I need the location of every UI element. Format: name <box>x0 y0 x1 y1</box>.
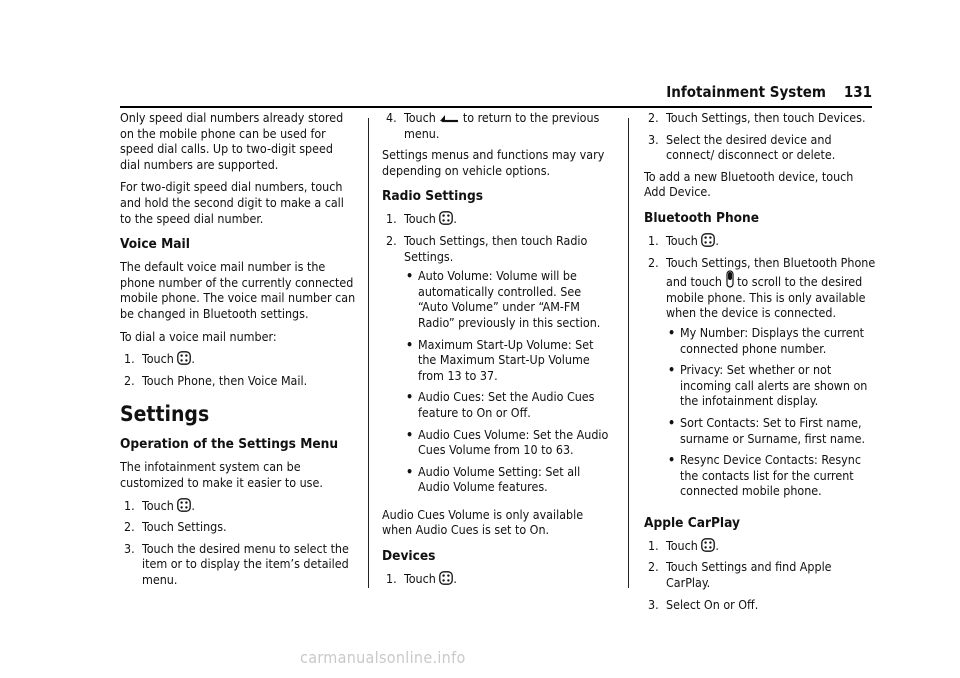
bluetooth-step-1 <box>648 233 876 249</box>
home-grid-icon <box>701 233 715 247</box>
home-grid-icon <box>439 571 453 585</box>
operation-paragraph: The infotainment system can be customized to make it easier to use. <box>120 459 323 490</box>
radio-step-2 <box>386 233 612 501</box>
home-grid-icon <box>177 351 191 365</box>
step-text-end: . <box>715 232 719 248</box>
step-text-end: . <box>453 211 457 227</box>
carplay-step-1 <box>648 538 876 554</box>
step-text-end: . <box>191 497 195 513</box>
list-item <box>406 268 612 330</box>
step-text-end: to scroll to the desired mobile phone. This is only available when the device is connected. <box>666 274 866 321</box>
column-2 <box>382 110 612 593</box>
list-item-text: Resync Device Contacts: Resync the contacts list for the current connected mobile phone. <box>680 452 861 499</box>
step-text-end: . <box>453 571 457 587</box>
step-number: 1. <box>124 351 135 367</box>
bullet-icon: • <box>668 414 676 430</box>
step-number: 1. <box>648 232 659 248</box>
operation-step-2 <box>124 519 356 535</box>
home-grid-icon <box>177 498 191 512</box>
bluetooth-step-2 <box>648 255 876 505</box>
list-item <box>668 415 876 446</box>
step-number: 1. <box>124 497 135 513</box>
scroll-bar-icon <box>726 270 734 288</box>
list-item-text: Sort Contacts: Set to First name, surname or Surname, first name. <box>680 414 866 446</box>
step-text-end: . <box>715 537 719 553</box>
step-text-end: . <box>191 351 195 367</box>
step-text: Touch <box>404 211 436 227</box>
step-text: Touch Settings. <box>142 519 227 535</box>
step-text: Touch Settings, then Bluetooth Phone and touch <box>666 254 876 290</box>
home-grid-icon <box>439 211 453 225</box>
voice-mail-intro: To dial a voice mail number: <box>120 328 277 344</box>
bullet-icon: • <box>668 324 676 340</box>
list-item-text: Auto Volume: Volume will be automatically controlled. See “Auto Volume” under “AM-FM Radio” previously in this section. <box>418 268 601 330</box>
step-text: Select the desired device and connect/ disconnect or delete. <box>666 131 836 163</box>
step-number: 2. <box>648 254 659 270</box>
list-item <box>668 362 876 409</box>
settings-heading: Settings <box>120 402 210 427</box>
bluetooth-settings-list <box>666 325 876 499</box>
column-3 <box>644 110 876 618</box>
voice-mail-paragraph: The default voice mail number is the phone number of the currently connected mobile phone. The voice mail number can be changed in Bluetooth settings. <box>120 259 356 321</box>
step-text: Touch <box>666 232 698 248</box>
bullet-icon: • <box>668 362 676 378</box>
step-number: 2. <box>124 372 135 388</box>
step-text-end: to return to the previous menu. <box>404 110 600 141</box>
step-text: Touch Settings and find Apple CarPlay. <box>666 559 832 591</box>
list-item <box>406 427 612 458</box>
radio-settings-list <box>404 268 612 495</box>
step-text: Touch <box>404 571 436 587</box>
step-number: 1. <box>648 537 659 553</box>
bullet-icon: • <box>668 452 676 468</box>
step-text: Touch <box>142 351 174 367</box>
step-number: 1. <box>386 211 397 227</box>
operation-step-1 <box>124 498 356 514</box>
operation-heading: Operation of the Settings Menu <box>120 436 339 453</box>
list-item <box>668 325 876 356</box>
step-text: Touch Settings, then touch Radio Settings. <box>404 232 588 264</box>
bullet-icon: • <box>406 426 414 442</box>
step-number: 3. <box>648 131 659 147</box>
step-text: Touch the desired menu to select the item or to display the item’s detailed menu. <box>142 540 349 587</box>
list-item <box>406 389 612 420</box>
step-text: Touch Settings, then touch Devices. <box>666 110 866 125</box>
devices-heading: Devices <box>382 548 436 565</box>
two-digit-paragraph: For two-digit speed dial numbers, touch and hold the second digit to make a call to the speed dial number. <box>120 179 344 226</box>
list-item-text: Audio Volume Setting: Set all Audio Volume features. <box>418 463 581 495</box>
page-header <box>120 80 872 108</box>
operation-step-3 <box>124 541 356 588</box>
bullet-icon: • <box>406 336 414 352</box>
audio-cues-paragraph: Audio Cues Volume is only available when Audio Cues is set to On. <box>382 506 584 538</box>
carplay-step-3 <box>648 597 876 613</box>
list-item <box>406 337 612 384</box>
list-item <box>668 452 876 499</box>
header-title: Infotainment System <box>666 83 826 101</box>
apple-carplay-heading: Apple CarPlay <box>644 514 740 531</box>
voice-mail-heading: Voice Mail <box>120 236 190 253</box>
step-text: Select On or Off. <box>666 596 759 612</box>
step-text: Touch Phone, then Voice Mail. <box>142 372 308 388</box>
step-number: 1. <box>386 571 397 587</box>
list-item-text: My Number: Displays the current connected phone number. <box>680 324 865 356</box>
step-number: 3. <box>124 540 135 556</box>
step-number: 2. <box>124 519 135 535</box>
list-item-text: Privacy: Set whether or not incoming call alerts are shown on the infotainment display. <box>680 362 868 409</box>
list-item-text: Audio Cues Volume: Set the Audio Cues Volume from 10 to 63. <box>418 426 609 458</box>
operation-step-4 <box>386 110 612 141</box>
list-item-text: Audio Cues: Set the Audio Cues feature to On or Off. <box>418 389 595 420</box>
voice-mail-step-1 <box>124 351 356 367</box>
devices-step-3 <box>648 132 876 163</box>
devices-step-2 <box>648 110 876 126</box>
bullet-icon: • <box>406 463 414 479</box>
settings-vary-paragraph: Settings menus and functions may vary depending on vehicle options. <box>382 147 605 178</box>
page-number: 131 <box>843 83 872 101</box>
step-text: Touch <box>666 537 698 553</box>
devices-step-1 <box>386 571 612 587</box>
column-divider <box>368 118 369 588</box>
step-number: 2. <box>648 559 659 575</box>
bullet-icon: • <box>406 389 414 405</box>
step-text: Touch <box>142 497 174 513</box>
list-item <box>406 464 612 495</box>
watermark: carmanualsonline.info <box>300 648 466 667</box>
add-device-paragraph: To add a new Bluetooth device, touch Add Device. <box>644 168 854 200</box>
voice-mail-step-2 <box>124 373 356 389</box>
radio-step-1 <box>386 211 612 227</box>
bullet-icon: • <box>406 268 414 284</box>
step-number: 3. <box>648 596 659 612</box>
list-item-text: Maximum Start-Up Volume: Set the Maximum Start-Up Volume from 13 to 37. <box>418 336 594 383</box>
back-arrow-icon <box>439 112 459 124</box>
step-text: Touch <box>404 110 436 125</box>
carplay-step-2 <box>648 559 876 590</box>
step-number: 2. <box>386 232 397 248</box>
step-number: 2. <box>648 110 659 125</box>
column-1 <box>120 110 356 593</box>
column-divider <box>628 118 629 588</box>
bluetooth-phone-heading: Bluetooth Phone <box>644 209 760 226</box>
home-grid-icon <box>701 538 715 552</box>
speed-dial-paragraph: Only speed dial numbers already stored on the mobile phone can be used for speed dial calls. Up to two-digit speed dial numbers are supported. <box>120 110 344 172</box>
step-number: 4. <box>386 110 397 125</box>
radio-settings-heading: Radio Settings <box>382 188 484 205</box>
